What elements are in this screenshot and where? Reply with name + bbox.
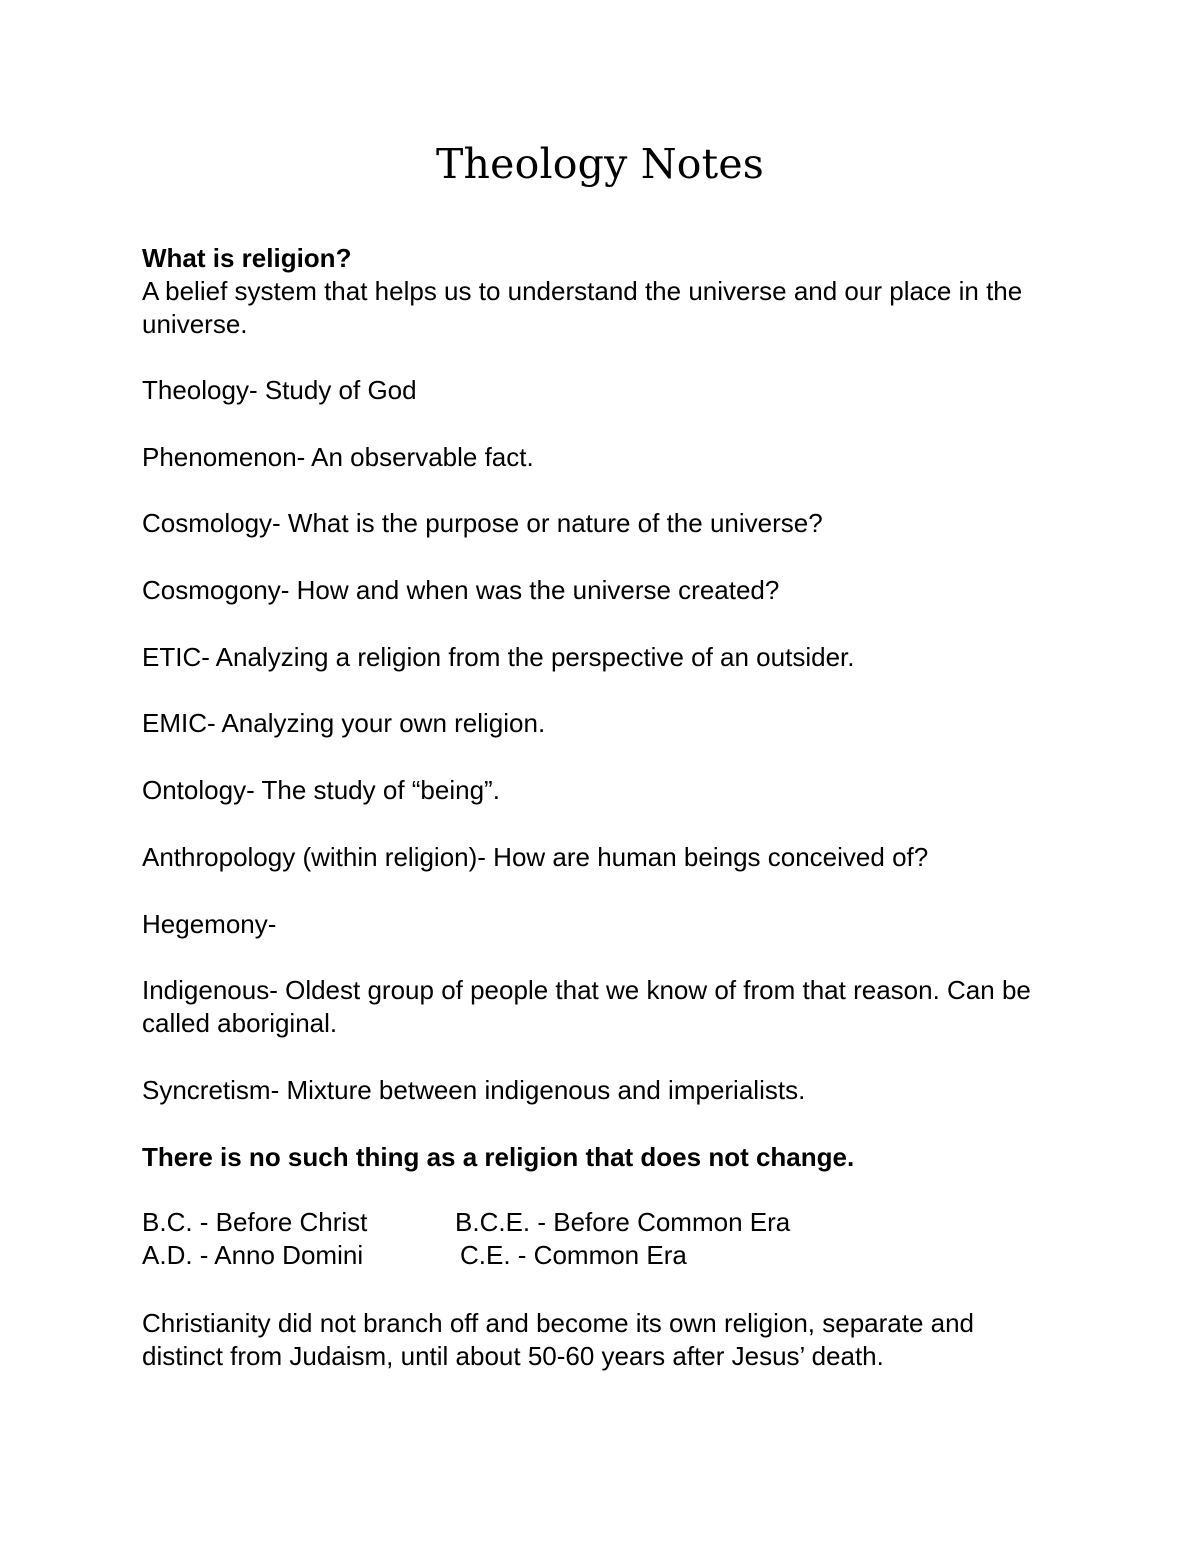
- era-bc: B.C. - Before Christ: [142, 1207, 368, 1237]
- definition-phenomenon: Phenomenon- An observable fact.: [142, 442, 534, 472]
- question-answer: A belief system that helps us to understand the universe and our place in the universe.: [142, 276, 1023, 339]
- definition-theology: Theology- Study of God: [142, 375, 417, 405]
- era-ce: C.E. - Common Era: [460, 1240, 687, 1270]
- key-statement: There is no such thing as a religion that does not change.: [142, 1142, 855, 1172]
- definition-ontology: Ontology- The study of “being”.: [142, 775, 500, 805]
- definition-cosmogony: Cosmogony- How and when was the universe created?: [142, 575, 780, 605]
- definition-anthropology: Anthropology (within religion)- How are human beings conceived of?: [142, 842, 929, 872]
- definition-emic: EMIC- Analyzing your own religion.: [142, 708, 546, 738]
- era-bce: B.C.E. - Before Common Era: [455, 1207, 791, 1237]
- definition-syncretism: Syncretism- Mixture between indigenous and imperialists.: [142, 1075, 806, 1105]
- definition-indigenous: Indigenous- Oldest group of people that we know of from that reason. Can be called aboriginal.: [142, 975, 1031, 1038]
- question-heading: What is religion?: [142, 243, 352, 273]
- definition-hegemony: Hegemony-: [142, 909, 277, 939]
- page-title: Theology Notes: [435, 140, 765, 188]
- era-ad: A.D. - Anno Domini: [142, 1240, 364, 1270]
- definition-etic: ETIC- Analyzing a religion from the perspective of an outsider.: [142, 642, 855, 672]
- definition-cosmology: Cosmology- What is the purpose or nature of the universe?: [142, 508, 823, 538]
- closing-paragraph: Christianity did not branch off and become its own religion, separate and distinct from Judaism, until about 50-60 years after Jesus’ death.: [142, 1308, 975, 1371]
